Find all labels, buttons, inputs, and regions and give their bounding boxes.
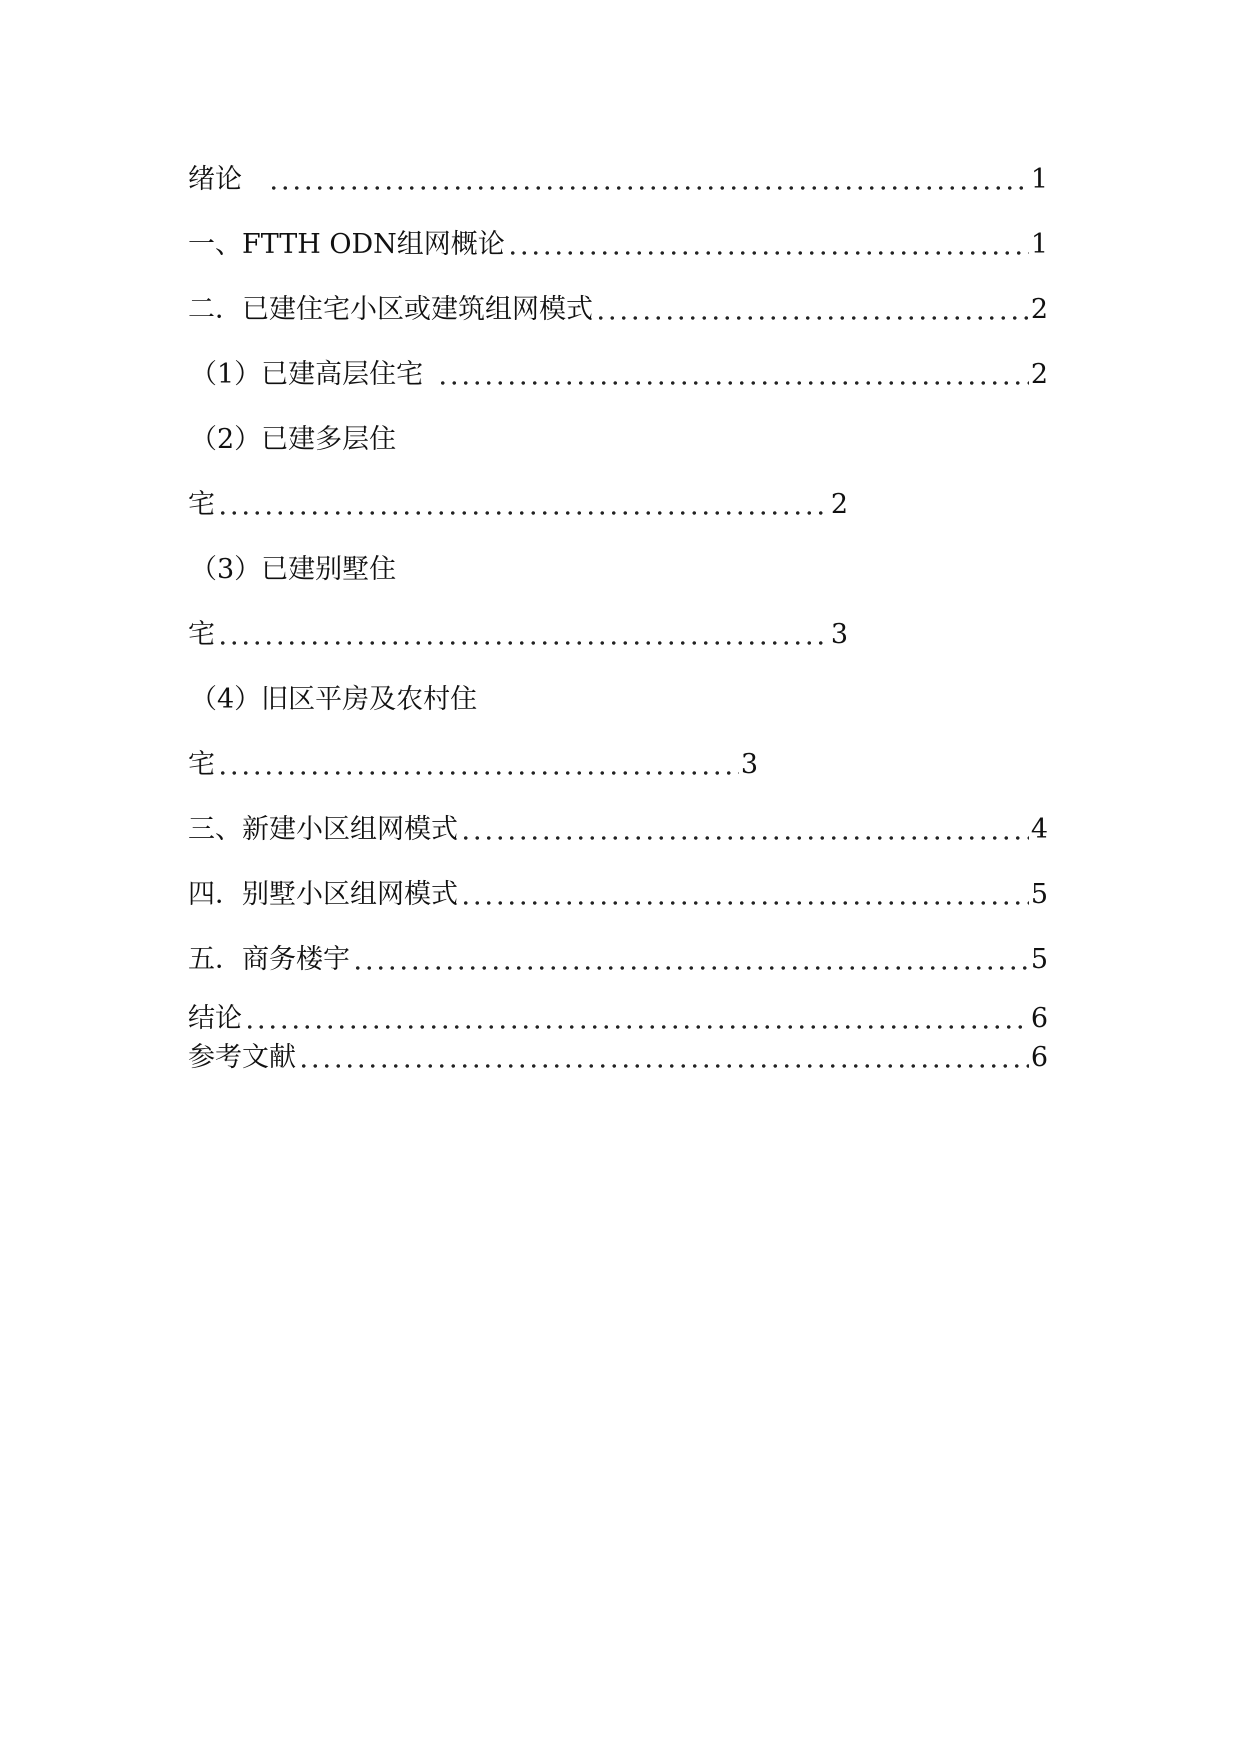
toc-entry-title: 五．商务楼宇 [188,944,350,975]
toc-dot-leader [217,641,829,645]
toc-entry-section-3[interactable] [188,808,1048,852]
toc-dot-leader [217,771,739,775]
toc-page-number: 2 [1030,359,1048,390]
toc-entry-section-2-2-title[interactable]: （2）已建多层住 [190,424,397,455]
toc-dot-leader [595,316,1029,320]
toc-entry-title: （1）已建高层住宅 [190,359,424,390]
toc-dot-leader [460,901,1029,905]
toc-entry-introduction[interactable] [188,158,1048,202]
toc-page-number: 3 [740,749,758,780]
toc-dot-leader [298,1064,1029,1068]
toc-page-number: 6 [1030,1003,1048,1034]
toc-entry-title: 二．已建住宅小区或建筑组网模式 [188,294,593,325]
toc-dot-leader [507,251,1029,255]
toc-entry-title-continued: 宅 [188,619,215,650]
toc-entry-section-2-2[interactable] [188,483,848,527]
toc-page-number: 5 [1030,879,1048,910]
toc-page-number: 3 [830,619,848,650]
toc-page-number: 2 [830,489,848,520]
toc-entry-title: 三、新建小区组网模式 [188,814,458,845]
toc-page-number: 4 [1030,814,1048,845]
toc-entry-title-continued: 宅 [188,489,215,520]
toc-entry-title: 绪论 [188,164,242,195]
toc-entry-references[interactable] [188,1036,1048,1080]
toc-page-number: 5 [1030,944,1048,975]
toc-page-number: 2 [1030,294,1048,325]
toc-entry-title: 结论 [188,1003,242,1034]
toc-page-number: 1 [1030,164,1048,195]
toc-page-number: 6 [1030,1042,1048,1073]
toc-entry-section-2-4-title[interactable]: （4）旧区平房及农村住 [190,684,478,715]
toc-entry-title: 一、FTTH ODN组网概论 [188,229,505,260]
toc-entry-conclusion[interactable] [188,997,1048,1041]
toc-entry-section-2-4[interactable] [188,743,758,787]
toc-entry-section-1[interactable] [188,223,1048,267]
toc-entry-section-5[interactable] [188,938,1048,982]
toc-entry-section-2-3-title[interactable]: （3）已建别墅住 [190,554,397,585]
toc-entry-title-continued: 宅 [188,749,215,780]
toc-entry-section-2[interactable] [188,288,1048,332]
toc-dot-leader [437,381,1029,385]
toc-entry-section-4[interactable] [188,873,1048,917]
toc-entry-section-2-1[interactable] [190,353,1048,397]
toc-entry-title: 参考文献 [188,1042,296,1073]
toc-dot-leader [352,966,1029,970]
toc-entry-title: 四．别墅小区组网模式 [188,879,458,910]
toc-dot-leader [217,511,829,515]
toc-page-number: 1 [1030,229,1048,260]
toc-dot-leader [244,1025,1029,1029]
toc-dot-leader [268,186,1029,190]
toc-dot-leader [460,836,1029,840]
toc-entry-section-2-3[interactable] [188,613,848,657]
